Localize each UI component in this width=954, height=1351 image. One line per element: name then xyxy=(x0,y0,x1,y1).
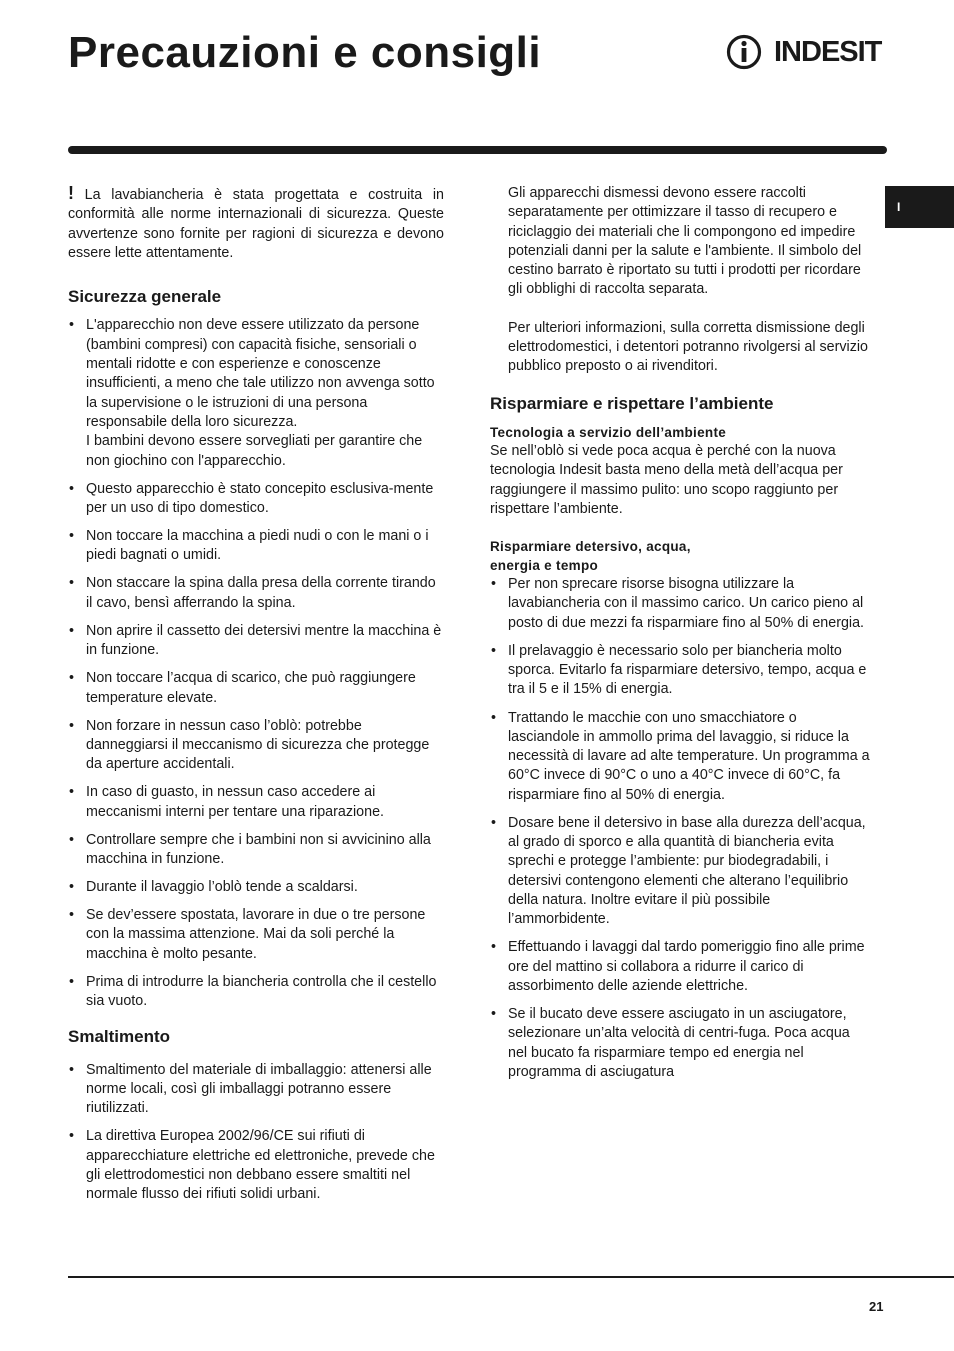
indesit-logo-text: INDESIT xyxy=(774,36,882,68)
children-note: I bambini devono essere sorvegliati per garantire che non giochino con l'apparecchio. xyxy=(86,433,423,469)
page-title: Precauzioni e consigli xyxy=(68,28,542,77)
list-item: • La direttiva Europea 2002/96/CE sui rifiuti di apparecchiature elettriche ed elettroniche, prevede che gli elettrodomestici non debbano essere smaltiti nel normale flusso dei rifiuti solidi urbani. xyxy=(68,1127,444,1204)
list-item: • Trattando le macchie con uno smacchiatore o lasciandole in ammollo prima del lavaggio, si riduce la necessità di lavare ad alte temperature. Un programma a 60°C invece di 90°C o uno a 40°C invece di 60°C, fa risparmiare fino al 50% di energia. xyxy=(490,709,870,805)
list-item: • Smaltimento del materiale di imballaggio: attenersi alle norme locali, così gli imballaggi potranno essere riutilizzati. xyxy=(68,1061,444,1119)
right-column xyxy=(490,184,870,1091)
list-item: • In caso di guasto, in nessun caso accedere ai meccanismi interni per tentare una riparazione. xyxy=(68,783,444,822)
list-item: • Non toccare l’acqua di scarico, che può raggiungere temperature elevate. xyxy=(68,669,444,708)
list-item: • Se dev’essere spostata, lavorare in due o tre persone con la massima attenzione. Mai da soli perché la macchina è molto pesante. xyxy=(68,906,444,964)
list-item: • Questo apparecchio è stato concepito esclusiva-mente per un uso di tipo domestico. xyxy=(68,480,444,519)
page-number: 21 xyxy=(869,1299,884,1314)
section-heading-environment: Risparmiare e rispettare l’ambiente xyxy=(490,393,774,413)
disposal-paragraph-1: Gli apparecchi dismessi devono essere raccolti separatamente per ottimizzare il tasso di recupero e riciclaggio dei materiali che li compongono ed impedire potenziali danni per la salute e l'ambiente. Il simbolo del cestino barrato è riportato su tutti i prodotti per ricordare gli obblighi di raccolta separata. xyxy=(508,185,862,298)
disposal-list xyxy=(68,1061,444,1205)
list-item: • Prima di introdurre la biancheria controlla che il cestello sia vuoto. xyxy=(68,973,444,1012)
saving-list xyxy=(490,575,870,1082)
intro-warning xyxy=(68,184,444,263)
list-item: • Non toccare la macchina a piedi nudi o con le mani o i piedi bagnati o umidi. xyxy=(68,527,444,566)
intro-text: La lavabiancheria è stata progettata e costruita in conformità alle norme internazionali di sicurezza. Queste avvertenze sono fornite per ragioni di sicurezza e devono essere lette attentamente. xyxy=(68,187,444,261)
disposal-paragraph-2: Per ulteriori informazioni, sulla corretta dismissione degli elettrodomestici, i detentori potranno rivolgersi al servizio pubblico preposto o ai rivenditori. xyxy=(508,319,868,375)
subheading-technology: Tecnologia a servizio dell’ambiente xyxy=(490,424,727,440)
list-item: • L'apparecchio non deve essere utilizzato da persone (bambini compresi) con capacità fisiche, sensoriali o mentali ridotte e con esperienze e conoscenze insufficienti, a meno che tale utilizzo non avvenga sotto la supervisione o le istruzioni di una persona responsabile della loro sicurezza. I bambini devono essere sorvegliati per garantire che non giochino con l'apparecchio. xyxy=(68,316,444,470)
warning-icon: ! xyxy=(68,183,74,203)
list-item: • Il prelavaggio è necessario solo per biancheria molto sporca. Evitarlo fa risparmiare detersivo, tempo, acqua e tra il 5 e il 15% di energia. xyxy=(490,642,870,700)
footer-divider xyxy=(68,1276,954,1278)
list-item: • Effettuando i lavaggi dal tardo pomeriggio fino alle prime ore del mattino si collabora a ridurre il carico di assorbimento delle aziende elettriche. xyxy=(490,938,870,996)
list-item: • Non staccare la spina dalla presa della corrente tirando il cavo, bensì afferrando la spina. xyxy=(68,574,444,613)
section-heading-safety: Sicurezza generale xyxy=(68,287,222,307)
left-column xyxy=(68,184,444,1213)
section-heading-disposal: Smaltimento xyxy=(68,1027,171,1047)
list-item: • Non aprire il cassetto dei detersivi mentre la macchina è in funzione. xyxy=(68,622,444,661)
header-divider xyxy=(68,146,887,154)
language-tab xyxy=(885,186,954,228)
list-item: • Se il bucato deve essere asciugato in un asciugatore, selezionare un’alta velocità di centri-fuga. Poca acqua nel bucato fa risparmiare tempo ed energia nel programma di asciugatura xyxy=(490,1005,870,1082)
list-item: • Controllare sempre che i bambini non si avvicinino alla macchina in funzione. xyxy=(68,831,444,870)
list-item: • Dosare bene il detersivo in base alla durezza dell’acqua, al grado di sporco e alla quantità di biancheria evita sprechi e protegge l’ambiente: pur biodegradabili, i detersivi contengono elementi che alterano l’equilibrio della natura. Inoltre evitare il più possibile l’ammorbidente. xyxy=(490,814,870,930)
indesit-logo-icon xyxy=(726,34,762,70)
language-tab-label: I xyxy=(897,200,901,214)
list-item: • Per non sprecare risorse bisogna utilizzare la lavabiancheria con il massimo carico. Un carico pieno al posto di due mezzi fa risparmiare fino al 50% di energia. xyxy=(490,575,870,633)
list-item: • Durante il lavaggio l’oblò tende a scaldarsi. xyxy=(68,878,444,897)
safety-list xyxy=(68,316,444,1011)
technology-text: Se nell’oblò si vede poca acqua è perché con la nuova tecnologia Indesit basta meno della metà dell’acqua per raggiungere il massimo pulito: uno scopo raggiunto per rispettare l’ambiente. xyxy=(490,442,843,517)
subheading-saving: Risparmiare detersivo, acqua, energia e tempo xyxy=(490,539,691,574)
list-item: • Non forzare in nessun caso l’oblò: potrebbe danneggiarsi il meccanismo di sicurezza che protegge da aperture accidentali. xyxy=(68,717,444,775)
indesit-logo xyxy=(726,32,888,76)
